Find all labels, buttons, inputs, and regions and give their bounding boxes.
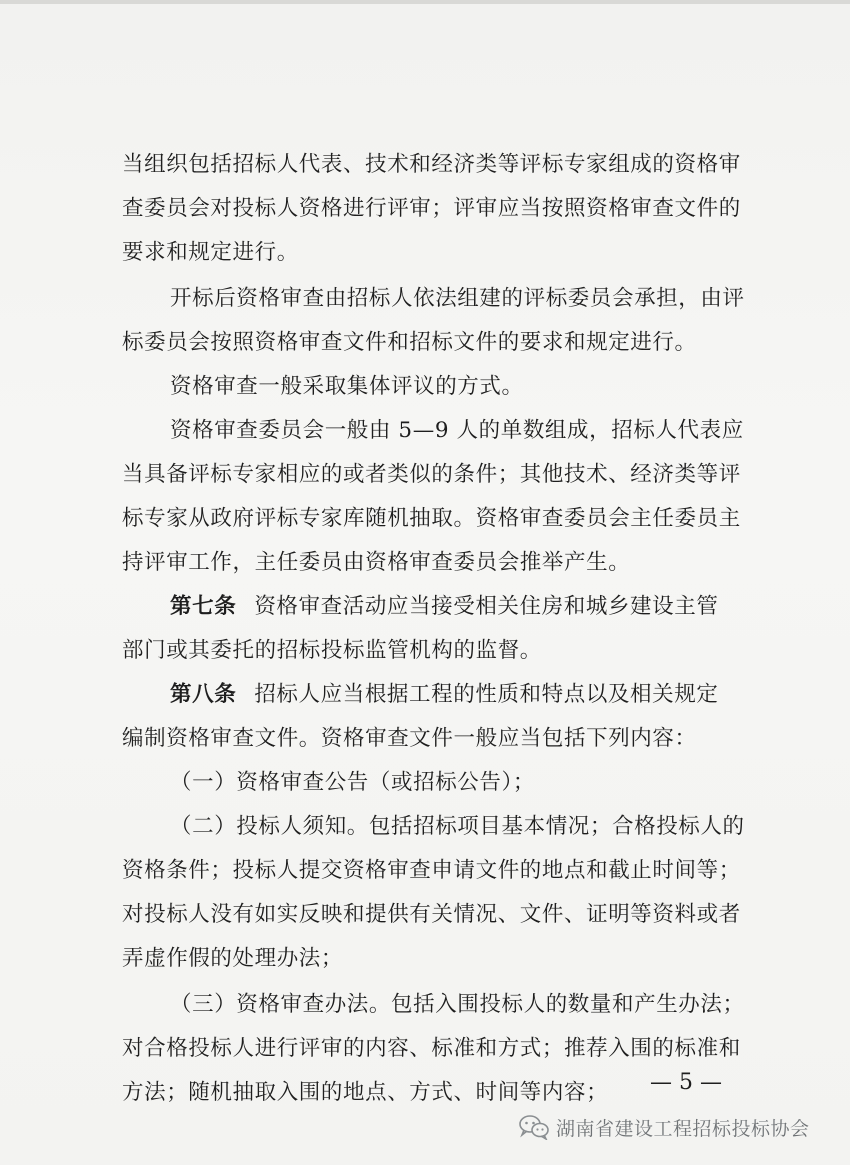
wechat-icon (518, 1114, 550, 1140)
text-line: 标委员会按照资格审查文件和招标文件的要求和规定进行。 (122, 330, 697, 355)
page-number: — 5 — (650, 1070, 722, 1095)
watermark-text: 湖南省建设工程招标投标协会 (556, 1117, 810, 1140)
list-item: （二）投标人须知。包括招标项目基本情况；合格投标人的 (170, 814, 745, 839)
text-line: 编制资格审查文件。资格审查文件一般应当包括下列内容： (122, 726, 697, 751)
text-line: 弄虚作假的处理办法； (122, 946, 344, 971)
text-line: 持评审工作，主任委员由资格审查委员会推举产生。 (122, 550, 631, 575)
article-8-label: 第八条 (170, 682, 237, 707)
article-7-line (170, 592, 718, 622)
text-line: 资格条件；投标人提交资格审查申请文件的地点和截止时间等； (122, 858, 741, 883)
text-line: 部门或其委托的招标投标监管机构的监督。 (122, 638, 542, 663)
list-item: （三）资格审查办法。包括入围投标人的数量和产生办法； (170, 992, 745, 1017)
text-line: 资格审查委员会一般由 5—9 人的单数组成，招标人代表应 (170, 418, 744, 443)
text-line: 当具备评标专家相应的或者类似的条件；其他技术、经济类等评 (122, 462, 741, 487)
list-item: （一）资格审查公告（或招标公告）； (170, 770, 535, 795)
text-line: 开标后资格审查由招标人依法组建的评标委员会承担，由评 (170, 286, 745, 311)
text-line: 方法；随机抽取入围的地点、方式、时间等内容； (122, 1080, 609, 1105)
article-7-text: 资格审查活动应当接受相关住房和城乡建设主管 (254, 594, 719, 619)
text-line: 当组织包括招标人代表、技术和经济类等评标专家组成的资格审 (122, 152, 741, 177)
text-line: 对投标人没有如实反映和提供有关情况、文件、证明等资料或者 (122, 902, 741, 927)
article-8-text: 招标人应当根据工程的性质和特点以及相关规定 (254, 682, 719, 707)
text-line: 对合格投标人进行评审的内容、标准和方式；推荐入围的标准和 (122, 1036, 741, 1061)
watermark (518, 1112, 810, 1142)
article-8-line (170, 680, 718, 710)
text-line: 查委员会对投标人资格进行评审；评审应当按照资格审查文件的 (122, 196, 741, 221)
page-top-edge (0, 0, 850, 4)
article-7-label: 第七条 (170, 594, 237, 619)
text-line: 资格审查一般采取集体评议的方式。 (170, 374, 524, 399)
text-line: 要求和规定进行。 (122, 240, 299, 265)
text-line: 标专家从政府评标专家库随机抽取。资格审查委员会主任委员主 (122, 506, 741, 531)
